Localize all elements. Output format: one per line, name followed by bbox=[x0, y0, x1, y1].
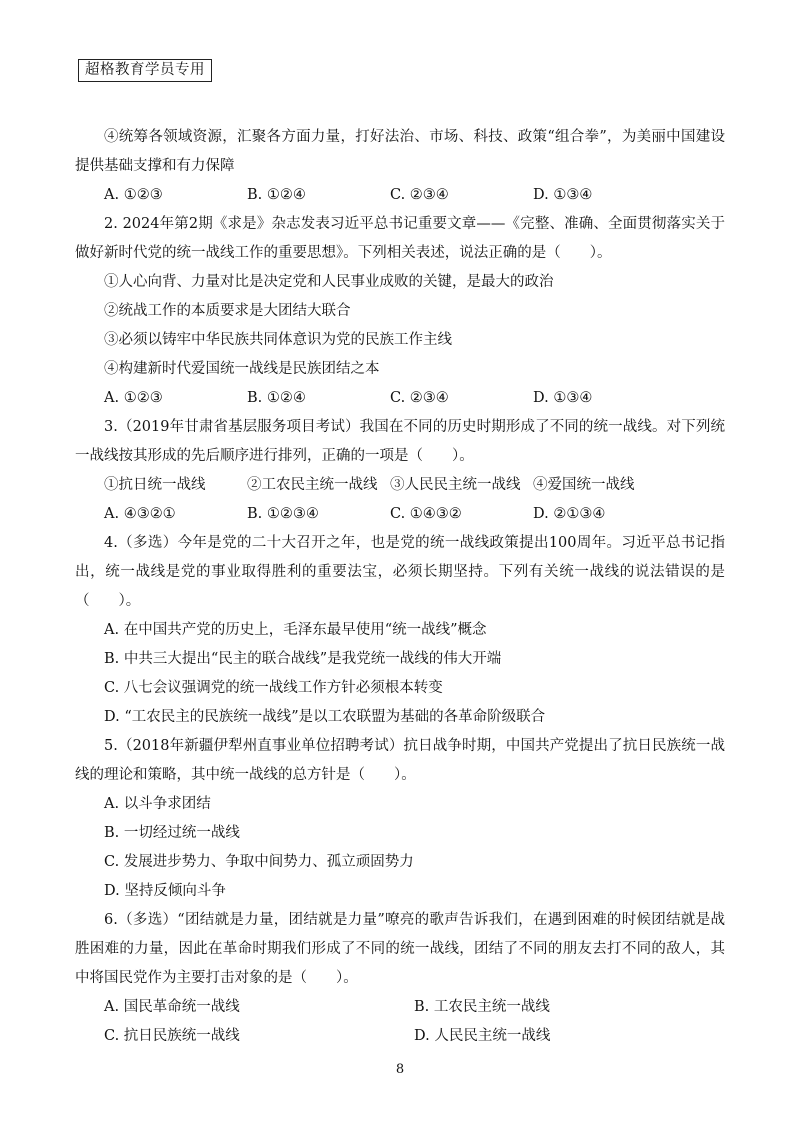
q6-option-b: B. 工农民主统一战线 bbox=[414, 999, 550, 1015]
q3-item-1: ①抗日统一战线 bbox=[104, 477, 206, 493]
q3-options bbox=[75, 500, 725, 529]
q3-option-a: A. ④③②① bbox=[104, 506, 176, 522]
q4-stem: 4.（多选）今年是党的二十大召开之年，也是党的统一战线政策提出100周年。习近平总书记指出，统一战线是党的事业取得胜利的重要法宝，必须长期坚持。下列有关统一战线的说法错误的是（ ）。 bbox=[75, 535, 725, 609]
q5-stem: 5.（2018年新疆伊犁州直事业单位招聘考试）抗日战争时期，中国共产党提出了抗日民族统一战线的理论和策略，其中统一战线的总方针是（ ）。 bbox=[75, 738, 725, 783]
watermark-label: 超格教育学员专用 bbox=[78, 59, 212, 82]
q4-option-d: D. “工农民主的民族统一战线”是以工农联盟为基础的各革命阶级联合 bbox=[104, 709, 546, 725]
q2-item-2: ②统战工作的本质要求是大团结大联合 bbox=[104, 303, 351, 319]
q2-option-a: A. ①②③ bbox=[104, 390, 163, 406]
q3-option-b: B. ①②③④ bbox=[247, 506, 319, 522]
q4-option-c: C. 八七会议强调党的统一战线工作方针必须根本转变 bbox=[104, 680, 443, 696]
q6-option-c: C. 抗日民族统一战线 bbox=[104, 1028, 240, 1044]
q3-items bbox=[75, 471, 725, 500]
q1-option-b: B. ①②④ bbox=[247, 187, 306, 203]
q5-option-a: A. 以斗争求团结 bbox=[104, 796, 211, 812]
q6-options-row-2 bbox=[75, 1022, 725, 1051]
page-number: 8 bbox=[395, 1062, 405, 1077]
q6-option-a: A. 国民革命统一战线 bbox=[104, 999, 240, 1015]
q2-stem: 2. 2024年第2期《求是》杂志发表习近平总书记重要文章——《完整、准确、全面贯彻落实关于做好新时代党的统一战线工作的重要思想》。下列相关表述，说法正确的是（ ）。 bbox=[75, 216, 725, 261]
q3-option-d: D. ②①③④ bbox=[533, 506, 606, 522]
q3-item-4: ④爱国统一战线 bbox=[533, 477, 635, 493]
q2-option-b: B. ①②④ bbox=[247, 390, 306, 406]
q2-option-d: D. ①③④ bbox=[533, 390, 593, 406]
q1-item-4: ④统筹各领域资源，汇聚各方面力量，打好法治、市场、科技、政策“组合拳”，为美丽中国建设提供基础支撑和有力保障 bbox=[75, 129, 725, 174]
q6-stem: 6.（多选）“团结就是力量，团结就是力量”嘹亮的歌声告诉我们，在遇到困难的时候团结就是战胜困难的力量，因此在革命时期我们形成了不同的统一战线，团结了不同的朋友去打不同的敌人，其中将国民党作为主要打击对象的是（ ）。 bbox=[75, 912, 725, 986]
q2-item-3: ③必须以铸牢中华民族共同体意识为党的民族工作主线 bbox=[104, 332, 452, 348]
q3-stem: 3.（2019年甘肃省基层服务项目考试）我国在不同的历史时期形成了不同的统一战线。对下列统一战线按其形成的先后顺序进行排列，正确的一项是（ ）。 bbox=[75, 419, 725, 464]
question-content bbox=[75, 123, 725, 1051]
q1-option-a: A. ①②③ bbox=[104, 187, 163, 203]
q5-option-c: C. 发展进步势力、争取中间势力、孤立顽固势力 bbox=[104, 854, 414, 870]
q1-option-c: C. ②③④ bbox=[390, 187, 449, 203]
q2-option-c: C. ②③④ bbox=[390, 390, 449, 406]
q3-item-2: ②工农民主统一战线 bbox=[247, 477, 378, 493]
q3-item-3: ③人民民主统一战线 bbox=[390, 477, 521, 493]
q2-item-4: ④构建新时代爱国统一战线是民族团结之本 bbox=[104, 361, 380, 377]
q3-option-c: C. ①④③② bbox=[390, 506, 462, 522]
q1-options bbox=[75, 181, 725, 210]
q4-option-a: A. 在中国共产党的历史上，毛泽东最早使用“统一战线”概念 bbox=[104, 622, 487, 638]
q5-option-d: D. 坚持反倾向斗争 bbox=[104, 883, 226, 899]
q1-option-d: D. ①③④ bbox=[533, 187, 593, 203]
q6-option-d: D. 人民民主统一战线 bbox=[414, 1028, 551, 1044]
q6-options-row-1 bbox=[75, 993, 725, 1022]
q4-option-b: B. 中共三大提出“民主的联合战线”是我党统一战线的伟大开端 bbox=[104, 651, 502, 667]
q2-item-1: ①人心向背、力量对比是决定党和人民事业成败的关键，是最大的政治 bbox=[104, 274, 554, 290]
q5-option-b: B. 一切经过统一战线 bbox=[104, 825, 240, 841]
q2-options bbox=[75, 384, 725, 413]
